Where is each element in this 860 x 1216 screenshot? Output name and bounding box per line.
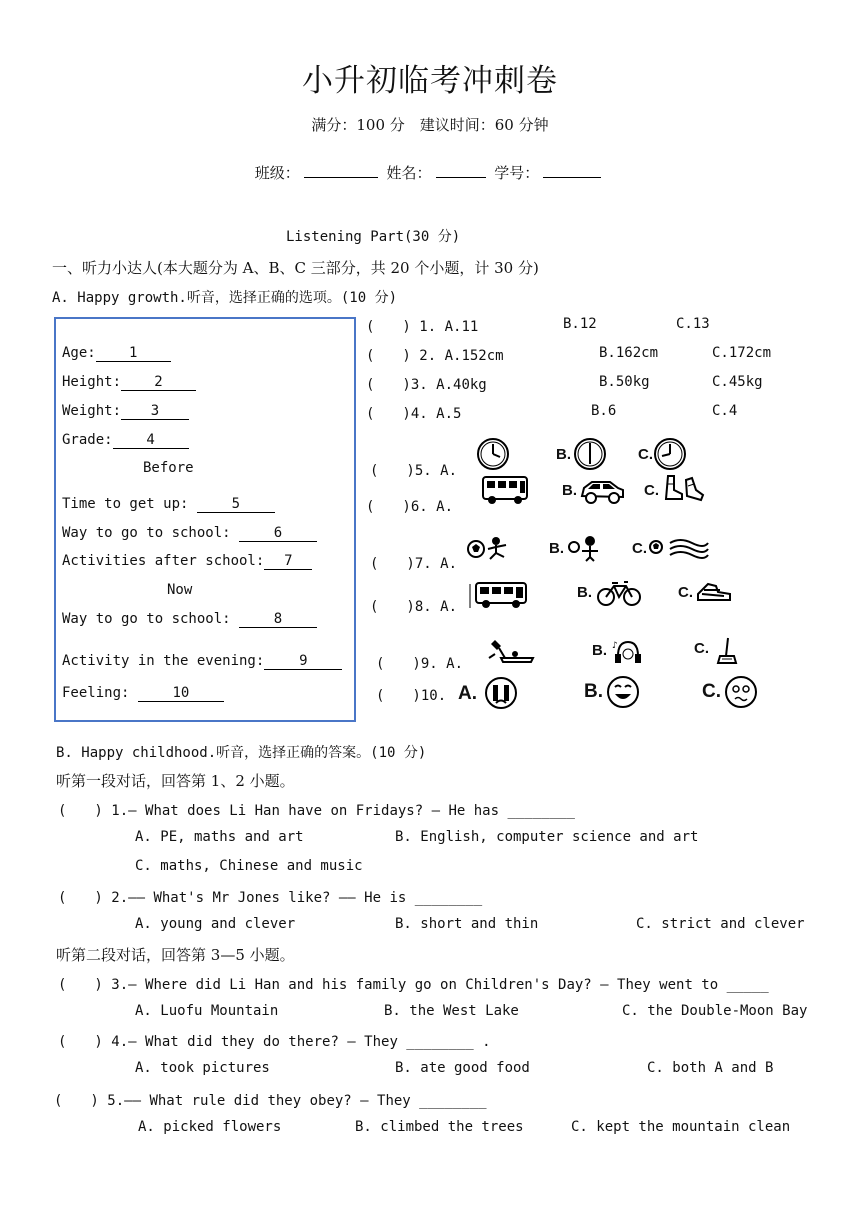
- weight-row: [62, 403, 189, 420]
- question-number: 8.: [414, 599, 432, 615]
- tired-face-icon: [724, 675, 758, 709]
- question-text: 4.— What did they do there? — They ________ .: [111, 1034, 491, 1050]
- answer-paren[interactable]: ( ): [58, 977, 103, 993]
- height-row: [62, 374, 196, 391]
- evening-blank: 9: [264, 653, 342, 670]
- question-a8: [370, 596, 457, 616]
- bicycle-icon: [596, 578, 642, 608]
- question-a2-option-b: B.162cm: [599, 345, 659, 361]
- question-b1: [58, 800, 575, 820]
- name-blank[interactable]: [436, 163, 486, 178]
- answer-paren[interactable]: ( ): [366, 499, 411, 515]
- answer-paren[interactable]: ( ): [366, 406, 411, 422]
- question-number: 10.: [420, 688, 447, 704]
- svg-text:♪: ♪: [612, 641, 618, 651]
- option-a: A.: [446, 656, 464, 672]
- clock-icon: [653, 437, 687, 471]
- question-number: 5.: [414, 463, 432, 479]
- question-a1-option-b: B.12: [563, 316, 597, 332]
- question-b1-option-c: C. maths, Chinese and music: [135, 858, 363, 874]
- question-b5: [54, 1090, 487, 1110]
- option-a: A.: [436, 499, 454, 515]
- option-b: B.: [556, 446, 571, 463]
- question-b5-option-b: B. climbed the trees: [355, 1119, 524, 1135]
- score-time-line: 满分：100 分 建议时间：60 分钟: [311, 116, 549, 134]
- weight-label: Weight:: [62, 403, 122, 419]
- way-school-before-row: [62, 525, 317, 542]
- question-b2: [58, 887, 482, 907]
- answer-paren[interactable]: ( ): [376, 656, 421, 672]
- dialog-two-instruction: 听第二段对话，回答第 3—5 小题。: [56, 946, 295, 964]
- clock-icon: [476, 437, 510, 471]
- answer-paren[interactable]: ( ): [376, 688, 421, 704]
- way-school-before-label: Way to go to school:: [62, 525, 231, 541]
- way-school-now-label: Way to go to school:: [62, 611, 231, 627]
- question-a4: [366, 403, 461, 423]
- question-a9: [376, 653, 463, 673]
- option-c: C.: [638, 446, 653, 463]
- question-number: 2.: [419, 348, 437, 364]
- question-b4-option-b: B. ate good food: [395, 1060, 530, 1076]
- grade-row: [62, 432, 189, 449]
- answer-paren[interactable]: ( ): [370, 463, 415, 479]
- student-info-line: [0, 162, 860, 183]
- answer-paren[interactable]: ( ): [58, 803, 103, 819]
- clock-icon: [573, 437, 607, 471]
- cleaning-icon: [712, 636, 742, 666]
- height-label: Height:: [62, 374, 122, 390]
- question-text: 2.—— What's Mr Jones like? —— He is ________: [111, 890, 483, 906]
- option-c: C.: [632, 540, 647, 557]
- age-row: [62, 345, 171, 362]
- page-title: 小升初临考冲刺卷: [302, 63, 558, 99]
- question-b1-option-a: A. PE, maths and art: [135, 829, 304, 845]
- option-b: B.: [584, 681, 603, 702]
- question-b4-option-c: C. both A and B: [647, 1060, 774, 1076]
- part-b-heading: B. Happy childhood.听音，选择正确的答案。(10 分): [56, 745, 427, 761]
- question-b2-option-b: B. short and thin: [395, 916, 539, 932]
- option-a: A.: [440, 599, 458, 615]
- evening-row: [62, 653, 342, 670]
- option-a: A.5: [436, 406, 462, 422]
- question-text: 5.—— What rule did they obey? — They ________: [107, 1093, 487, 1109]
- question-a5: [370, 460, 457, 480]
- question-number: 4.: [410, 406, 428, 422]
- part-a-heading: A. Happy growth.听音，选择正确的选项。(10 分): [52, 290, 398, 306]
- activities-row: [62, 553, 312, 570]
- activities-blank: 7: [264, 553, 312, 570]
- option-a: A.: [458, 683, 477, 704]
- bus-icon: [480, 474, 530, 506]
- time-up-row: [62, 496, 275, 513]
- question-number: 1.: [419, 319, 437, 335]
- question-number: 7.: [414, 556, 432, 572]
- age-label: Age:: [62, 345, 96, 361]
- question-a3: [366, 374, 487, 394]
- dialog-one-instruction: 听第一段对话，回答第 1、2 小题。: [56, 772, 295, 790]
- question-a1: [366, 316, 478, 336]
- question-b3: [58, 974, 769, 994]
- question-b5-option-a: A. picked flowers: [138, 1119, 282, 1135]
- option-a: A.152cm: [444, 348, 504, 364]
- class-label: 班级：: [254, 164, 300, 182]
- question-text: 3.— Where did Li Han and his family go on Children's Day? — They went to _____: [111, 977, 769, 993]
- walking-feet-icon: [660, 472, 706, 506]
- before-heading: Before: [143, 460, 194, 476]
- question-a3-option-c: C.45kg: [712, 374, 763, 390]
- answer-paren[interactable]: ( ): [58, 1034, 103, 1050]
- id-label: 学号：: [494, 164, 540, 182]
- question-number: 6.: [410, 499, 428, 515]
- option-b: B.: [577, 584, 592, 601]
- id-blank[interactable]: [543, 163, 601, 178]
- option-c: C.: [702, 681, 721, 702]
- question-a7: [370, 553, 457, 573]
- feeling-row: [62, 685, 224, 702]
- question-text: 1.— What does Li Han have on Fridays? — He has ________: [111, 803, 575, 819]
- question-a1-option-c: C.13: [676, 316, 710, 332]
- reading-icon: [566, 533, 602, 563]
- shoes-icon: [694, 578, 734, 606]
- answer-paren[interactable]: ( ): [366, 377, 411, 393]
- activities-label: Activities after school:: [62, 553, 265, 569]
- question-a2-option-c: C.172cm: [712, 345, 772, 361]
- question-a6: [366, 496, 453, 516]
- question-b5-option-c: C. kept the mountain clean: [571, 1119, 791, 1135]
- option-c: C.: [694, 640, 709, 657]
- way-school-now-row: [62, 611, 317, 628]
- bus-icon: [468, 580, 530, 610]
- option-a: A.11: [444, 319, 479, 335]
- question-b3-option-c: C. the Double-Moon Bay: [622, 1003, 808, 1019]
- question-number: 3.: [410, 377, 428, 393]
- question-b1-option-b: B. English, computer science and art: [395, 829, 699, 845]
- feeling-blank: 10: [138, 685, 224, 702]
- answer-paren[interactable]: ( ): [366, 348, 411, 364]
- question-a4-option-b: B.6: [591, 403, 617, 419]
- question-a2: [366, 345, 504, 365]
- car-icon: [578, 474, 626, 506]
- section-one-heading: 一、听力小达人(本大题分为 A、B、C 三部分，共 20 个小题，计 30 分): [52, 259, 539, 277]
- question-b3-option-a: A. Luofu Mountain: [135, 1003, 279, 1019]
- sad-face-icon: [484, 676, 518, 710]
- feeling-label: Feeling:: [62, 685, 130, 701]
- question-b4-option-a: A. took pictures: [135, 1060, 270, 1076]
- happy-face-icon: [606, 675, 640, 709]
- answer-paren[interactable]: ( ): [54, 1093, 99, 1109]
- class-blank[interactable]: [304, 163, 378, 178]
- music-headphones-icon: [610, 638, 646, 666]
- answer-paren[interactable]: ( ): [370, 556, 415, 572]
- question-b2-option-a: A. young and clever: [135, 916, 296, 932]
- option-b: B.: [592, 642, 607, 659]
- option-a: A.: [440, 556, 458, 572]
- evening-label: Activity in the evening:: [62, 653, 265, 669]
- option-a: A.: [440, 463, 458, 479]
- question-a10: [376, 685, 446, 705]
- time-up-blank: 5: [197, 496, 275, 513]
- reading-lamp-icon: [485, 636, 537, 666]
- weight-blank: 3: [121, 403, 189, 420]
- name-label: 姓名：: [386, 164, 432, 182]
- option-c: C.: [644, 482, 659, 499]
- question-a3-option-b: B.50kg: [599, 374, 650, 390]
- playing-football-icon: [466, 533, 512, 563]
- swimming-icon: [648, 533, 710, 563]
- option-c: C.: [678, 584, 693, 601]
- answer-paren[interactable]: ( ): [370, 599, 415, 615]
- option-b: B.: [549, 540, 564, 557]
- question-a4-option-c: C.4: [712, 403, 738, 419]
- age-blank: 1: [96, 345, 171, 362]
- time-up-label: Time to get up:: [62, 496, 189, 512]
- option-a: A.40kg: [436, 377, 487, 393]
- grade-label: Grade:: [62, 432, 113, 448]
- way-school-now-blank: 8: [239, 611, 317, 628]
- way-school-before-blank: 6: [239, 525, 317, 542]
- listening-part-title: Listening Part(30 分): [286, 229, 461, 245]
- question-number: 9.: [420, 656, 438, 672]
- answer-paren[interactable]: ( ): [58, 890, 103, 906]
- grade-blank: 4: [113, 432, 189, 449]
- question-b3-option-b: B. the West Lake: [384, 1003, 519, 1019]
- answer-paren[interactable]: ( ): [366, 319, 411, 335]
- question-b4: [58, 1031, 491, 1051]
- question-b2-option-c: C. strict and clever: [636, 916, 805, 932]
- option-b: B.: [562, 482, 577, 499]
- height-blank: 2: [121, 374, 196, 391]
- now-heading: Now: [167, 582, 193, 598]
